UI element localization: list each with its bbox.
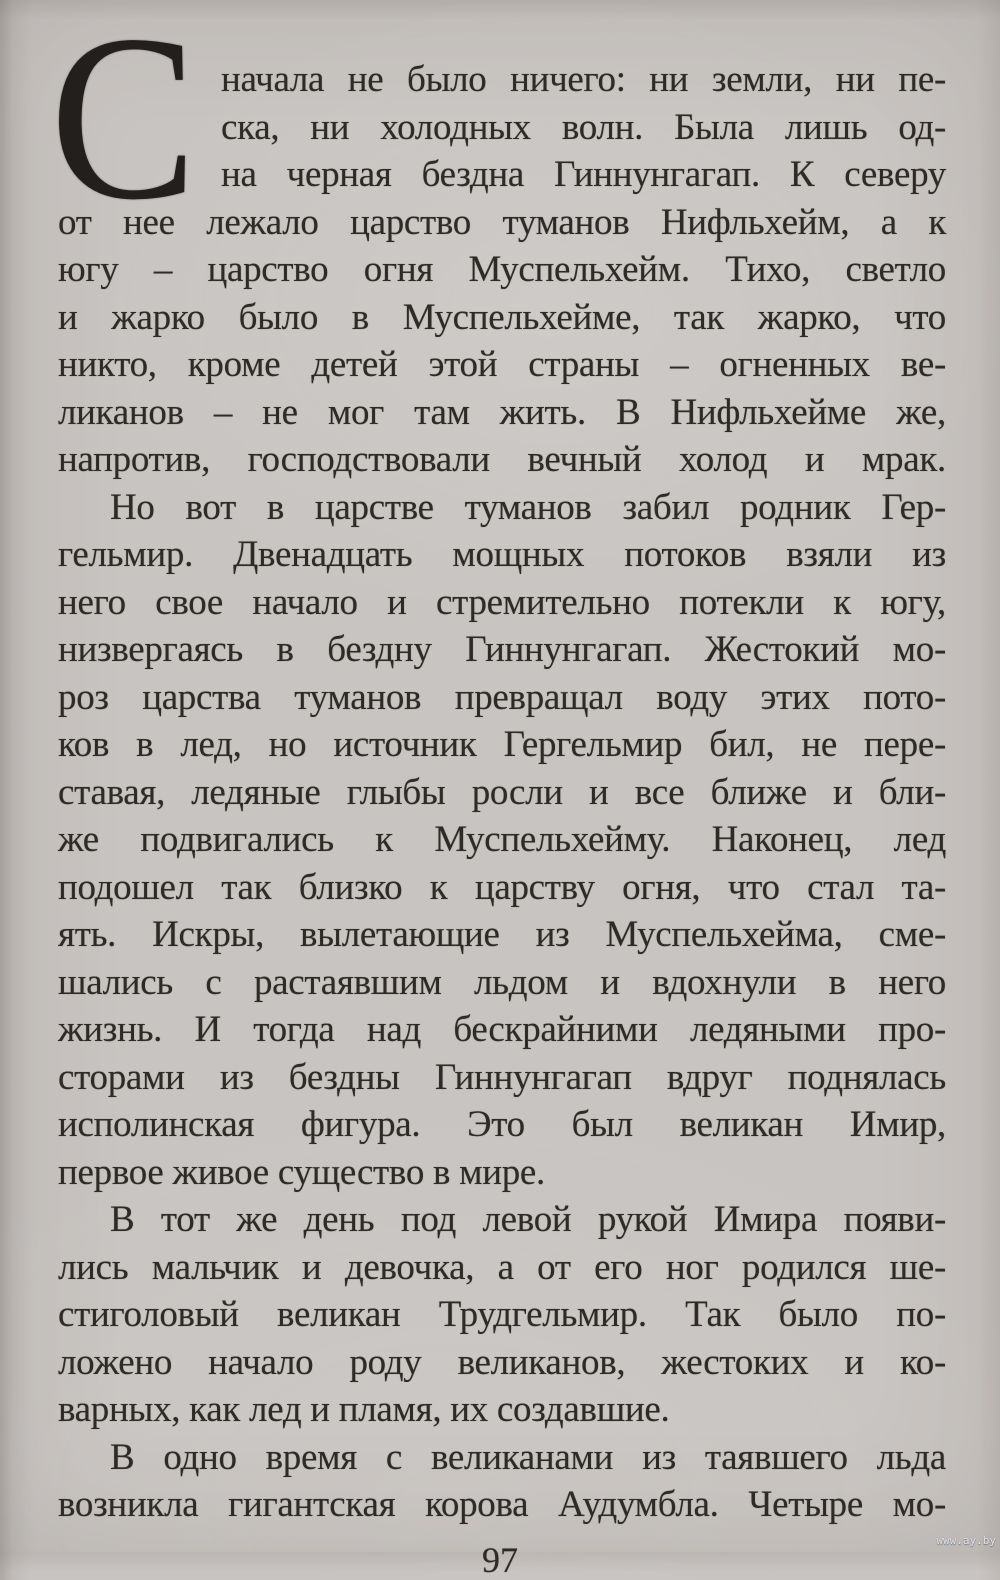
text-line: ков в лед, но источник Гергельмир бил, не пере-	[58, 724, 946, 765]
text-line: югу – царство огня Муспельхейм. Тихо, светло	[58, 249, 946, 290]
text-line: гельмир. Двенадцать мощных потоков взяли из	[58, 534, 946, 575]
watermark-text: www.ay.by	[936, 1534, 996, 1547]
text-line: жизнь. И тогда над бескрайними ледяными про-	[58, 1009, 946, 1050]
text-line: же подвигались к Муспельхейму. Наконец, лед	[58, 819, 946, 860]
text-line: низвергаясь в бездну Гиннунгагап. Жестокий мо-	[58, 629, 946, 670]
text-line: В одно время с великанами из таявшего льда	[110, 1436, 946, 1478]
drop-cap-letter: С	[50, 0, 198, 249]
text-line: ликанов – не мог там жить. В Нифльхейме же,	[58, 391, 946, 433]
text-line: ять. Искры, вылетающие из Муспельхейма, сме-	[58, 914, 946, 955]
text-line: ставая, ледяные глыбы росли и все ближе и бли-	[58, 771, 946, 813]
text-line: напротив, господствовали вечный холод и мрак.	[58, 439, 946, 480]
text-line: ска, ни холодных волн. Была лишь од-	[221, 106, 946, 148]
text-line: В тот же день под левой рукой Имира появи-	[110, 1199, 946, 1240]
text-line: ложено начало роду великанов, жестоких и ко-	[58, 1341, 946, 1383]
text-line: возникла гигантская корова Аудумбла. Четыре мо-	[58, 1484, 946, 1525]
text-line: него свое начало и стремительно потекли к югу,	[58, 581, 946, 623]
text-line: первое живое существо в мире.	[58, 1151, 546, 1193]
text-line: начала не было ничего: ни земли, ни пе-	[221, 59, 946, 100]
paragraph-2	[58, 484, 946, 1197]
text-line: и жарко было в Муспельхейме, так жарко, что	[58, 296, 946, 338]
paragraph-1	[58, 56, 946, 484]
text-line: стиголовый великан Трудгельмир. Так было по-	[58, 1294, 946, 1335]
text-line: никто, кроме детей этой страны – огненных ве-	[58, 344, 946, 385]
paragraph-4	[58, 1434, 946, 1529]
paragraph-3	[58, 1196, 946, 1434]
text-line: лись мальчик и девочка, а от его ног родился ше-	[58, 1246, 946, 1288]
text-line: на черная бездна Гиннунгагап. К северу	[221, 154, 946, 195]
text-line: варных, как лед и пламя, их создавшие.	[58, 1389, 670, 1430]
text-line: подошел так близко к царству огня, что стал та-	[58, 866, 946, 908]
text-line: Но вот в царстве туманов забил родник Гер-	[110, 486, 946, 528]
text-line: исполинская фигура. Это был великан Имир,	[58, 1104, 946, 1145]
text-line: сторами из бездны Гиннунгагап вдруг поднялась	[58, 1056, 946, 1098]
page-number: 97	[482, 1540, 518, 1580]
text-block	[58, 56, 946, 1529]
text-line: роз царства туманов превращал воду этих пото-	[58, 676, 946, 718]
text-line: шались с растаявшим льдом и вдохнули в него	[58, 961, 946, 1003]
text-line: от нее лежало царство туманов Нифльхейм, а к	[58, 201, 946, 243]
